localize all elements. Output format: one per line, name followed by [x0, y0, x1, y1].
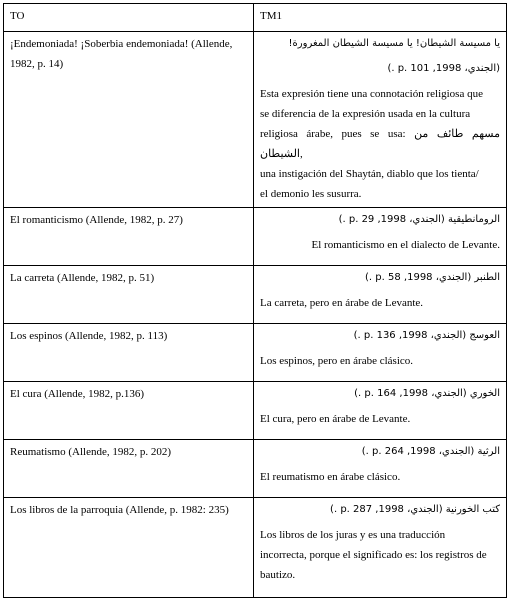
tm-note: La carreta, pero en árabe de Levante.: [260, 297, 424, 309]
tm-cell: [254, 266, 507, 324]
header-to: TO: [4, 4, 254, 32]
tm-citation: (الجندي، 1998, p. 101 .): [387, 63, 500, 74]
table-row: [4, 208, 507, 266]
tm-cell: [254, 382, 507, 440]
tm-cell: [254, 208, 507, 266]
table-row: [4, 440, 507, 498]
tm-arabic: يا مسيسة الشيطان! يا مسيسة الشيطان المغرورة!: [288, 38, 500, 49]
tm-note: Los espinos, pero en árabe clásico.: [260, 355, 414, 367]
to-cell: Los libros de la parroquia (Allende, p. 1982: 235): [4, 498, 254, 598]
tm-note-line: incorrecta, porque el significado es: los registros de: [260, 549, 487, 561]
tm-note-line: Los libros de los juras y es una traducción: [260, 529, 446, 541]
to-cell: El romanticismo (Allende, 1982, p. 27): [4, 208, 254, 266]
tm-arabic: الرومانطيقية (الجندي، 1998, p. 29 .): [338, 214, 500, 225]
tm-cell: [254, 32, 507, 208]
table-row: [4, 324, 507, 382]
table-header-row: [4, 4, 507, 32]
tm-cell: [254, 440, 507, 498]
tm-cell: [254, 324, 507, 382]
translation-table: [3, 3, 507, 598]
table-row: [4, 32, 507, 208]
tm-note: El romanticismo en el dialecto de Levante.: [311, 239, 500, 251]
tm-note-line: Esta expresión tiene una connotación religiosa que: [260, 88, 483, 100]
tm-note: El cura, pero en árabe de Levante.: [260, 413, 411, 425]
tm-note-line: se diferencia de la expresión usada en la cultura: [260, 108, 471, 120]
tm-note: El reumatismo en árabe clásico.: [260, 471, 401, 483]
header-tm1: TM1: [254, 4, 507, 32]
tm-note: [260, 525, 500, 585]
table-row: [4, 266, 507, 324]
tm-note-line: religiosa árabe, pues se usa: مسهم طائف من الشيطان,: [260, 128, 501, 160]
tm-arabic: الطنبر (الجندي، 1998, p. 58 .): [365, 272, 500, 283]
tm-note-line: bautizo.: [260, 569, 296, 581]
tm-note: [260, 84, 500, 204]
table-row: [4, 382, 507, 440]
to-cell: Reumatismo (Allende, 1982, p. 202): [4, 440, 254, 498]
tm-cell: [254, 498, 507, 598]
to-cell: Los espinos (Allende, 1982, p. 113): [4, 324, 254, 382]
to-cell: La carreta (Allende, 1982, p. 51): [4, 266, 254, 324]
table-row: [4, 498, 507, 598]
to-cell: El cura (Allende, 1982, p.136): [4, 382, 254, 440]
tm-note-line: el demonio les susurra.: [260, 188, 362, 200]
tm-note-line: una instigación del Shaytán, diablo que los tienta/: [260, 168, 479, 180]
to-cell: ¡Endemoniada! ¡Soberbia endemoniada! (Allende, 1982, p. 14): [4, 32, 254, 208]
tm-arabic: كتب الخورنية (الجندي، 1998, p. 287 .): [330, 504, 500, 515]
tm-arabic: العوسج (الجندي، 1998, p. 136 .): [353, 330, 500, 341]
tm-arabic: الرثية (الجندي، 1998, p. 264 .): [361, 446, 500, 457]
tm-arabic: الخوري (الجندي، 1998, p. 164 .): [354, 388, 500, 399]
